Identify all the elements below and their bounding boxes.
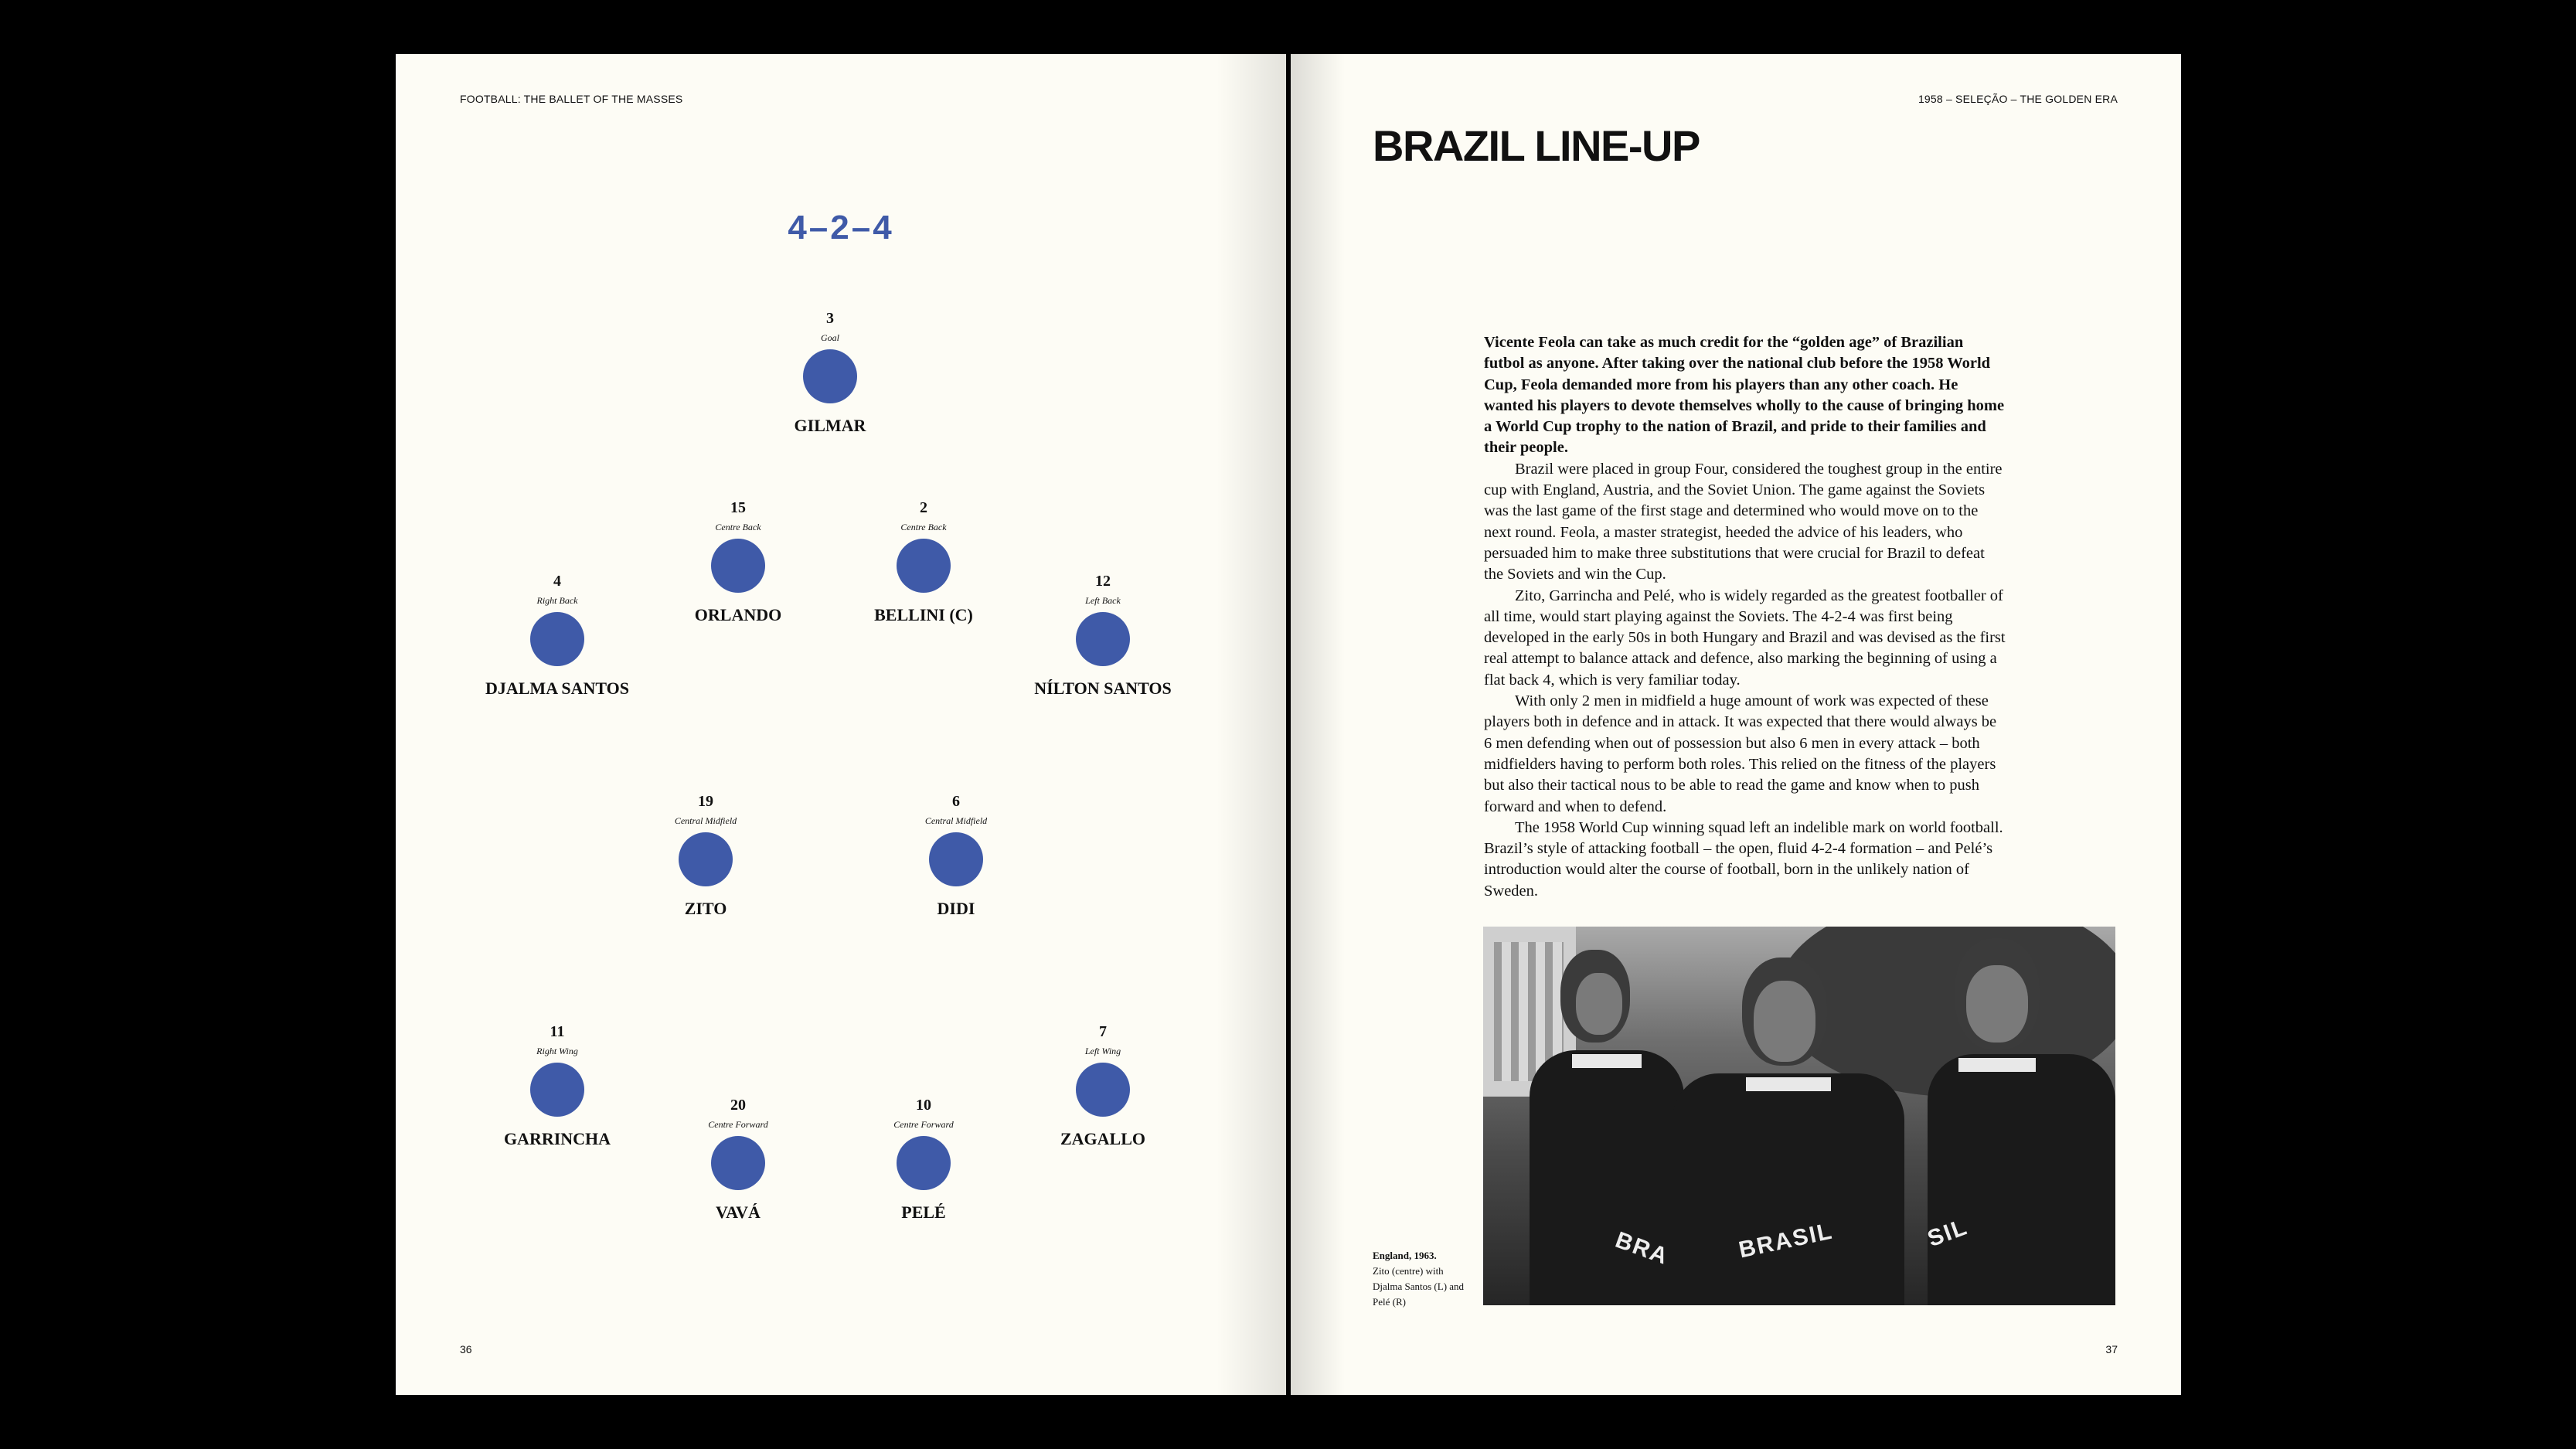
caption-text: Zito (centre) with Djalma Santos (L) and Pelé (R) xyxy=(1373,1265,1465,1308)
player-position: Left Wing xyxy=(1084,1046,1121,1056)
player-name: BELLINI (C) xyxy=(874,605,973,624)
player-dot xyxy=(897,1136,951,1190)
player-position: Central Midfield xyxy=(924,815,988,826)
player-position: Central Midfield xyxy=(674,815,737,826)
photo-crest-text: SIL xyxy=(1924,1214,1972,1253)
photo-face xyxy=(1754,981,1815,1062)
caption-title: England, 1963. xyxy=(1373,1250,1437,1261)
player-zito xyxy=(590,792,822,919)
player-dot xyxy=(897,539,951,593)
left-page xyxy=(396,54,1286,1395)
player-number: 7 xyxy=(1099,1023,1107,1040)
player-dot xyxy=(530,1063,584,1117)
player-position: Right Wing xyxy=(536,1046,578,1056)
photo-caption xyxy=(1373,1248,1473,1310)
player-pele xyxy=(808,1096,1040,1223)
page-title: BRAZIL LINE-UP xyxy=(1373,121,1700,170)
player-name: ZAGALLO xyxy=(1060,1129,1146,1148)
player-position: Goal xyxy=(821,332,839,343)
formation-title: 4–2–4 xyxy=(788,209,894,247)
player-name: DJALMA SANTOS xyxy=(485,679,630,698)
player-djalma-santos xyxy=(441,572,673,699)
player-number: 2 xyxy=(920,499,927,516)
team-photo xyxy=(1483,927,2115,1305)
photo-collar xyxy=(1958,1058,2036,1072)
paragraph: Zito, Garrincha and Pelé, who is widely regarded as the greatest footballer of all time, would start playing against the Soviets. The 4-2-4 was first being developed in the early 50s in both Hungary and Brazil and was devised as the first real attempt to balance attack and defence, also marking the beginning of using a flat back 4, which is very familiar today. xyxy=(1484,587,2006,689)
player-didi xyxy=(840,792,1072,919)
paragraph: Brazil were placed in group Four, considered the toughest group in the entire cup with England, Austria, and the Soviet Union. The game against the Soviets was the last game of the first stage and determined who would move on to the next round. Feola, a master strategist, heeded the advice of his leaders, who persuaded him to make three substitutions that were crucial for Brazil to defeat the Soviets and win the Cup. xyxy=(1484,460,2003,583)
player-dot xyxy=(530,612,584,666)
photo-torso xyxy=(1673,1073,1904,1305)
player-dot xyxy=(1076,612,1130,666)
player-name: ZITO xyxy=(684,899,727,918)
player-number: 10 xyxy=(916,1097,931,1114)
player-name: VAVÁ xyxy=(716,1202,761,1222)
player-position: Centre Back xyxy=(715,522,761,532)
running-head-right: 1958 – SELEÇÃO – THE GOLDEN ERA xyxy=(1918,93,2118,105)
running-head-left: FOOTBALL: THE BALLET OF THE MASSES xyxy=(460,93,683,105)
right-page xyxy=(1291,54,2181,1395)
page-number-left: 36 xyxy=(460,1343,472,1355)
player-name: GARRINCHA xyxy=(503,1129,611,1148)
player-position: Left Back xyxy=(1085,595,1121,606)
player-position: Right Back xyxy=(536,595,578,606)
player-name: NÍLTON SANTOS xyxy=(1034,679,1172,698)
player-name: ORLANDO xyxy=(694,605,782,624)
photo-collar xyxy=(1746,1077,1831,1091)
player-dot xyxy=(1076,1063,1130,1117)
page-number-right: 37 xyxy=(2105,1343,2118,1355)
player-number: 12 xyxy=(1095,573,1111,590)
player-number: 4 xyxy=(553,573,561,590)
player-position: Centre Back xyxy=(900,522,947,532)
photo-collar xyxy=(1572,1054,1642,1068)
player-nilton-santos xyxy=(987,572,1219,699)
paragraph: The 1958 World Cup winning squad left an indelible mark on world football. Brazil’s style of attacking football – the open, fluid 4-2-4 formation – and Pelé’s introduction would alter the course of football, born in the unlikely nation of Sweden. xyxy=(1484,818,2003,900)
player-number: 19 xyxy=(698,793,713,810)
player-dot xyxy=(803,349,857,403)
player-gilmar xyxy=(714,309,946,436)
player-dot xyxy=(711,539,765,593)
player-name: DIDI xyxy=(937,899,975,918)
player-name: PELÉ xyxy=(901,1202,946,1222)
article-body xyxy=(1484,332,2006,902)
photo-torso xyxy=(1928,1054,2115,1305)
player-position: Centre Forward xyxy=(708,1119,768,1130)
player-number: 6 xyxy=(952,793,960,810)
photo-crest-text: BRASIL xyxy=(1736,1218,1836,1264)
player-dot xyxy=(679,832,733,886)
player-number: 20 xyxy=(730,1097,746,1114)
photo-crest-text: BRA xyxy=(1611,1226,1673,1270)
player-dot xyxy=(711,1136,765,1190)
paragraph: With only 2 men in midfield a huge amount of work was expected of these players both in defence and in attack. It was expected that there would always be 6 men defending when out of possession but also 6 men in every attack – both midfielders having to perform both roles. This relied on the fitness of the players but also their tactical nous to be able to read the game and know when to push forward and when to defend. xyxy=(1484,692,1997,815)
photo-face xyxy=(1966,965,2028,1043)
player-number: 3 xyxy=(826,310,834,327)
player-number: 15 xyxy=(730,499,746,516)
player-position: Centre Forward xyxy=(893,1119,954,1130)
player-name: GILMAR xyxy=(794,416,866,435)
lead-paragraph: Vicente Feola can take as much credit for the “golden age” of Brazilian futbol as anyone. After taking over the national club before the 1958 World Cup, Feola demanded more from his players than any other coach. He wanted his players to devote themselves wholly to the cause of bringing home a World Cup trophy to the nation of Brazil, and pride to their families and their people. xyxy=(1484,334,2005,457)
photo-face xyxy=(1576,973,1622,1035)
player-dot xyxy=(929,832,983,886)
player-number: 11 xyxy=(550,1023,565,1040)
